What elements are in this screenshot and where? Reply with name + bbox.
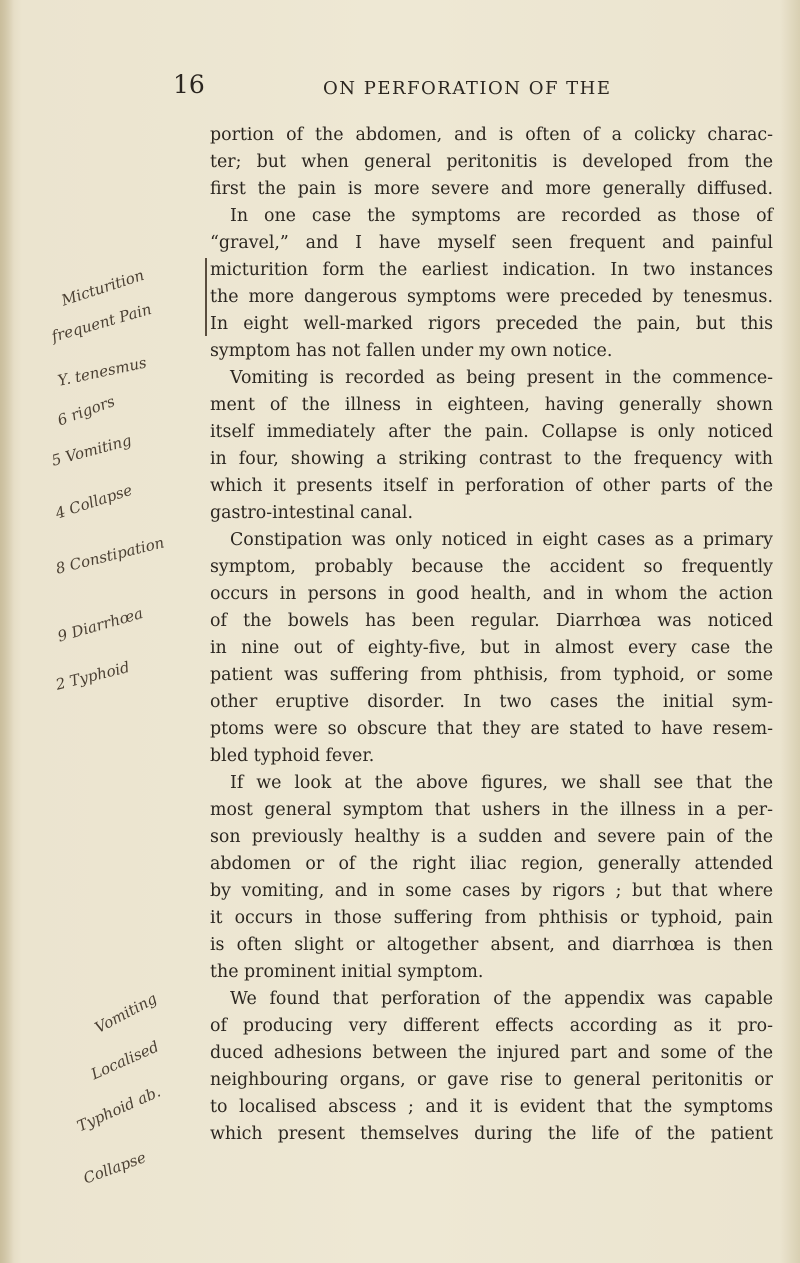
text-line: in four, showing a striking contrast to the frequency with	[210, 449, 773, 469]
text-line: In eight well-marked rigors preceded the pain, but this	[210, 314, 773, 334]
text-line: in nine out of eighty-five, but in almost every case the	[210, 638, 773, 658]
text-line: the more dangerous symptoms were preceded by tenesmus.	[210, 287, 773, 307]
margin-note: frequent Pain	[49, 299, 154, 346]
text-line: Constipation was only noticed in eight cases as a primary	[230, 530, 773, 550]
text-line: it occurs in those suffering from phthisis or typhoid, pain	[210, 908, 773, 928]
margin-note: Localised	[88, 1037, 162, 1084]
margin-note: 4 Collapse	[53, 480, 135, 523]
text-line: which present themselves during the life of the patient	[210, 1124, 773, 1144]
margin-note: 8 Constipation	[53, 533, 166, 578]
text-line: first the pain is more severe and more generally diffused.	[210, 179, 773, 199]
running-title: ON PERFORATION OF THE	[323, 78, 612, 99]
text-line: ment of the illness in eighteen, having generally shown	[210, 395, 773, 415]
text-line: of producing very different effects according as it pro-	[210, 1016, 773, 1036]
text-line: occurs in persons in good health, and in whom the action	[210, 584, 773, 604]
margin-note: Typhoid ab.	[74, 1082, 164, 1136]
text-line: abdomen or of the right iliac region, generally attended	[210, 854, 773, 874]
text-line: ptoms were so obscure that they are stated to have resem-	[210, 719, 773, 739]
text-line: symptom, probably because the accident so frequently	[210, 557, 773, 577]
margin-bracket	[205, 258, 207, 336]
text-line: to localised abscess ; and it is evident that the symptoms	[210, 1097, 773, 1117]
margin-note: 2 Typhoid	[53, 658, 132, 694]
text-line: is often slight or altogether absent, and diarrhœa is then	[210, 935, 773, 955]
text-line: Vomiting is recorded as being present in the commence-	[230, 368, 773, 388]
text-line: We found that perforation of the appendix was capable	[230, 989, 773, 1009]
text-line: ter; but when general peritonitis is developed from the	[210, 152, 773, 172]
text-line: neighbouring organs, or gave rise to general peritonitis or	[210, 1070, 773, 1090]
text-line: of the bowels has been regular. Diarrhœa was noticed	[210, 611, 773, 631]
page-number: 16	[173, 70, 205, 99]
text-line: which it presents itself in perforation of other parts of the	[210, 476, 773, 496]
text-line: itself immediately after the pain. Collapse is only noticed	[210, 422, 773, 442]
text-line: bled typhoid fever.	[210, 746, 375, 766]
text-line: symptom has not fallen under my own notice.	[210, 341, 613, 361]
margin-note: Vomiting	[91, 989, 160, 1037]
page-header	[173, 70, 733, 104]
text-line: the prominent initial symptom.	[210, 962, 484, 982]
margin-note: Y. tenesmus	[56, 353, 149, 390]
text-line: In one case the symptoms are recorded as those of	[230, 206, 773, 226]
text-line: by vomiting, and in some cases by rigors ; but that where	[210, 881, 773, 901]
margin-note: 5 Vomiting	[49, 431, 134, 470]
margin-note: Micturition	[59, 265, 147, 310]
text-line: patient was suffering from phthisis, from typhoid, or some	[210, 665, 773, 685]
margin-note: 9 Diarrhœa	[55, 604, 145, 646]
text-line: duced adhesions between the injured part and some of the	[210, 1043, 773, 1063]
text-line: gastro-intestinal canal.	[210, 503, 414, 523]
text-line: most general symptom that ushers in the illness in a per-	[210, 800, 773, 820]
text-line: son previously healthy is a sudden and severe pain of the	[210, 827, 773, 847]
margin-note: Collapse	[80, 1148, 149, 1188]
text-line: portion of the abdomen, and is often of a colicky charac-	[210, 125, 773, 145]
text-line: micturition form the earliest indication. In two instances	[210, 260, 773, 280]
text-line: other eruptive disorder. In two cases the initial sym-	[210, 692, 773, 712]
text-line: “gravel,” and I have myself seen frequent and painful	[210, 233, 773, 253]
body-text	[210, 122, 773, 1148]
text-line: If we look at the above figures, we shall see that the	[230, 773, 773, 793]
handwritten-margin-notes	[0, 0, 200, 1263]
margin-note: 6 rigors	[54, 392, 118, 430]
